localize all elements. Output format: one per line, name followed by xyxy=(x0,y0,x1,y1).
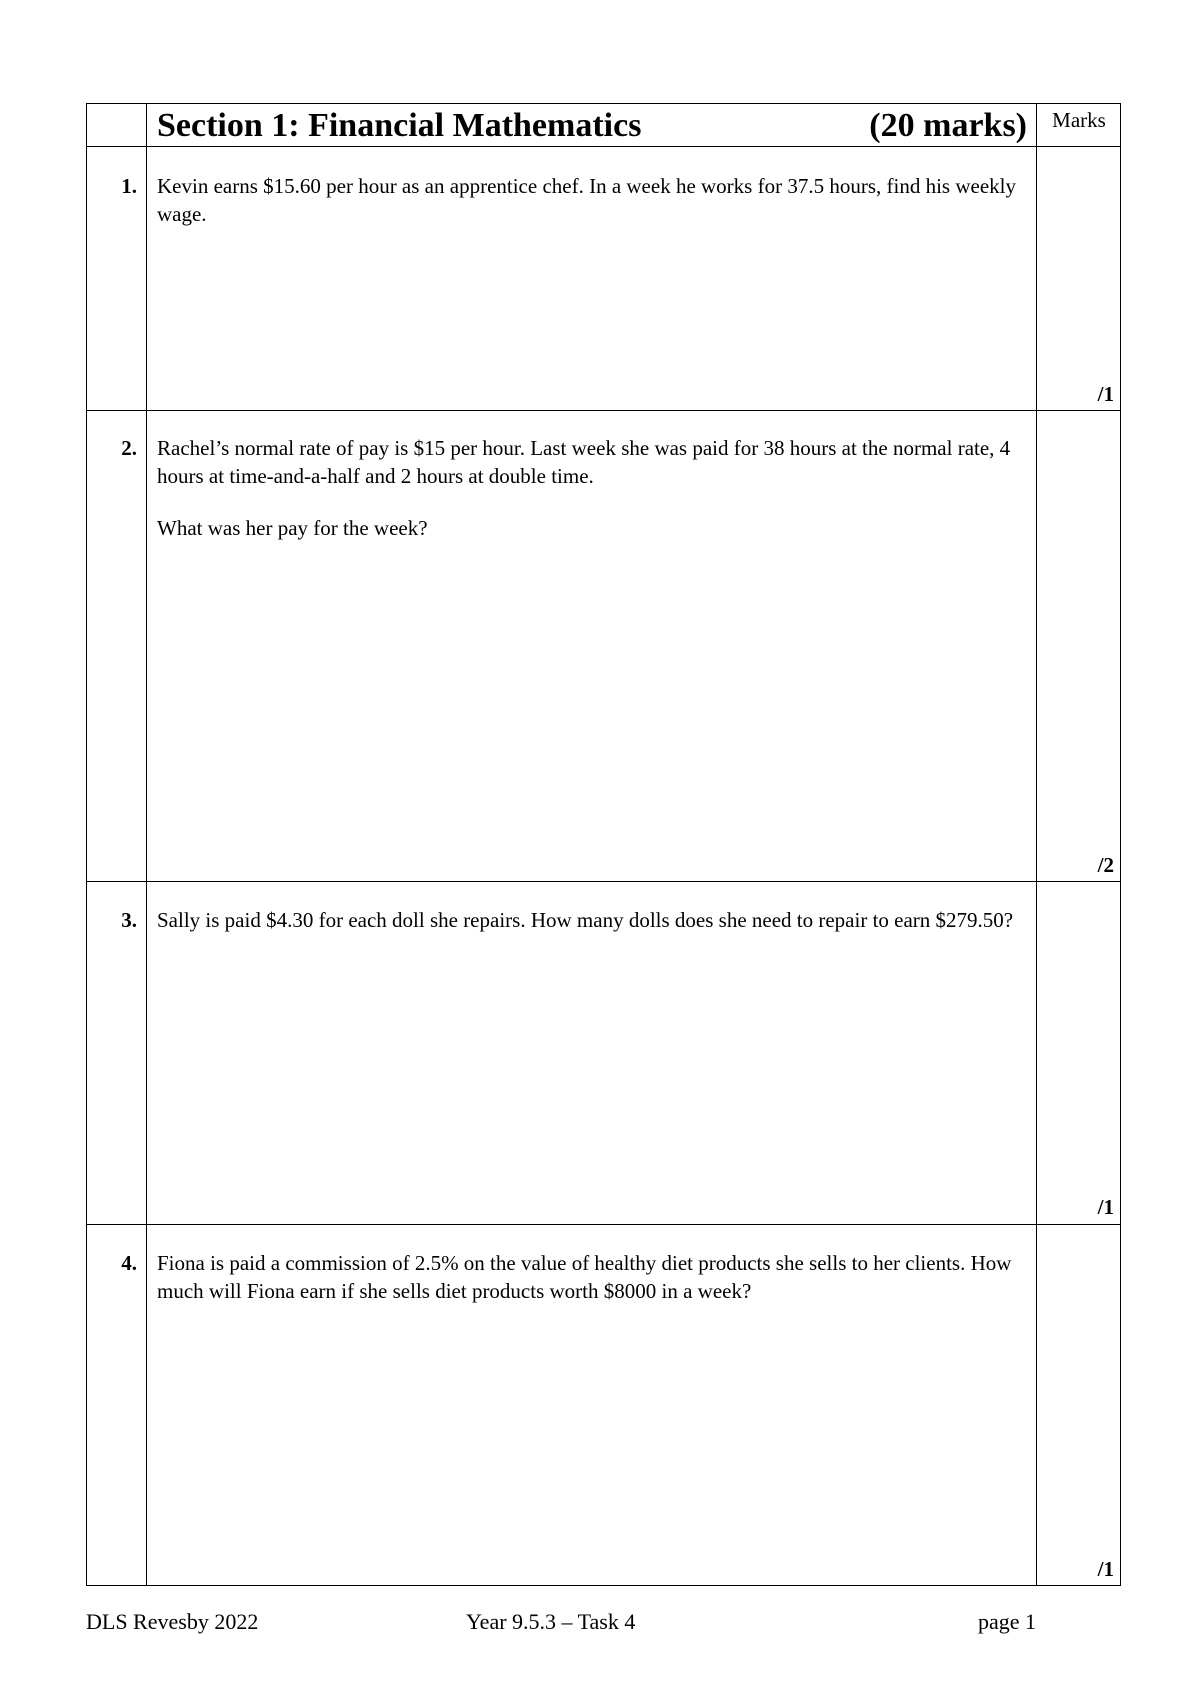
marks-column-header: Marks xyxy=(1052,108,1106,132)
footer-task: Year 9.5.3 – Task 4 xyxy=(466,1609,636,1634)
question-3-paragraph: Sally is paid $4.30 for each doll she repairs. How many dolls does she need to repair to earn $279.50? xyxy=(157,908,1014,932)
row-divider-3 xyxy=(87,1224,1120,1225)
question-4-marks: /1 xyxy=(1097,1557,1114,1581)
section-title xyxy=(157,106,1027,146)
question-4-text xyxy=(157,1249,1027,1329)
question-3-marks: /1 xyxy=(1097,1195,1114,1219)
section-title-text: Section 1: Financial Mathematics xyxy=(157,107,642,144)
question-table xyxy=(86,103,1121,1586)
question-2-text xyxy=(157,434,1027,566)
question-2-paragraph: Rachel’s normal rate of pay is $15 per hour. Last week she was paid for 38 hours at the normal rate, 4 hours at time-and-a-half and 2 hours at double time. xyxy=(157,436,1011,488)
row-divider-2 xyxy=(87,881,1120,882)
question-1-text xyxy=(157,172,1027,252)
question-4-number: 4. xyxy=(121,1251,137,1275)
question-1-marks: /1 xyxy=(1097,382,1114,406)
section-marks-total: (20 marks) xyxy=(869,107,1027,144)
question-3-text xyxy=(157,906,1027,958)
row-divider-1 xyxy=(87,410,1120,411)
question-3-number: 3. xyxy=(121,908,137,932)
footer-school: DLS Revesby 2022 xyxy=(86,1609,259,1634)
number-column-divider xyxy=(146,104,147,1585)
question-1-number: 1. xyxy=(121,174,137,198)
question-4-paragraph: Fiona is paid a commission of 2.5% on the value of healthy diet products she sells to her clients. How much will Fiona earn if she sells diet products worth $8000 in a week? xyxy=(157,1251,1012,1303)
question-1-paragraph: Kevin earns $15.60 per hour as an apprentice chef. In a week he works for 37.5 hours, find his weekly wage. xyxy=(157,174,1016,226)
question-2-number: 2. xyxy=(121,436,137,460)
question-2-marks: /2 xyxy=(1097,853,1114,877)
marks-column-divider xyxy=(1036,104,1037,1585)
question-2-prompt: What was her pay for the week? xyxy=(157,516,428,540)
header-row-divider xyxy=(87,146,1120,147)
footer-page-number: page 1 xyxy=(977,1609,1036,1634)
